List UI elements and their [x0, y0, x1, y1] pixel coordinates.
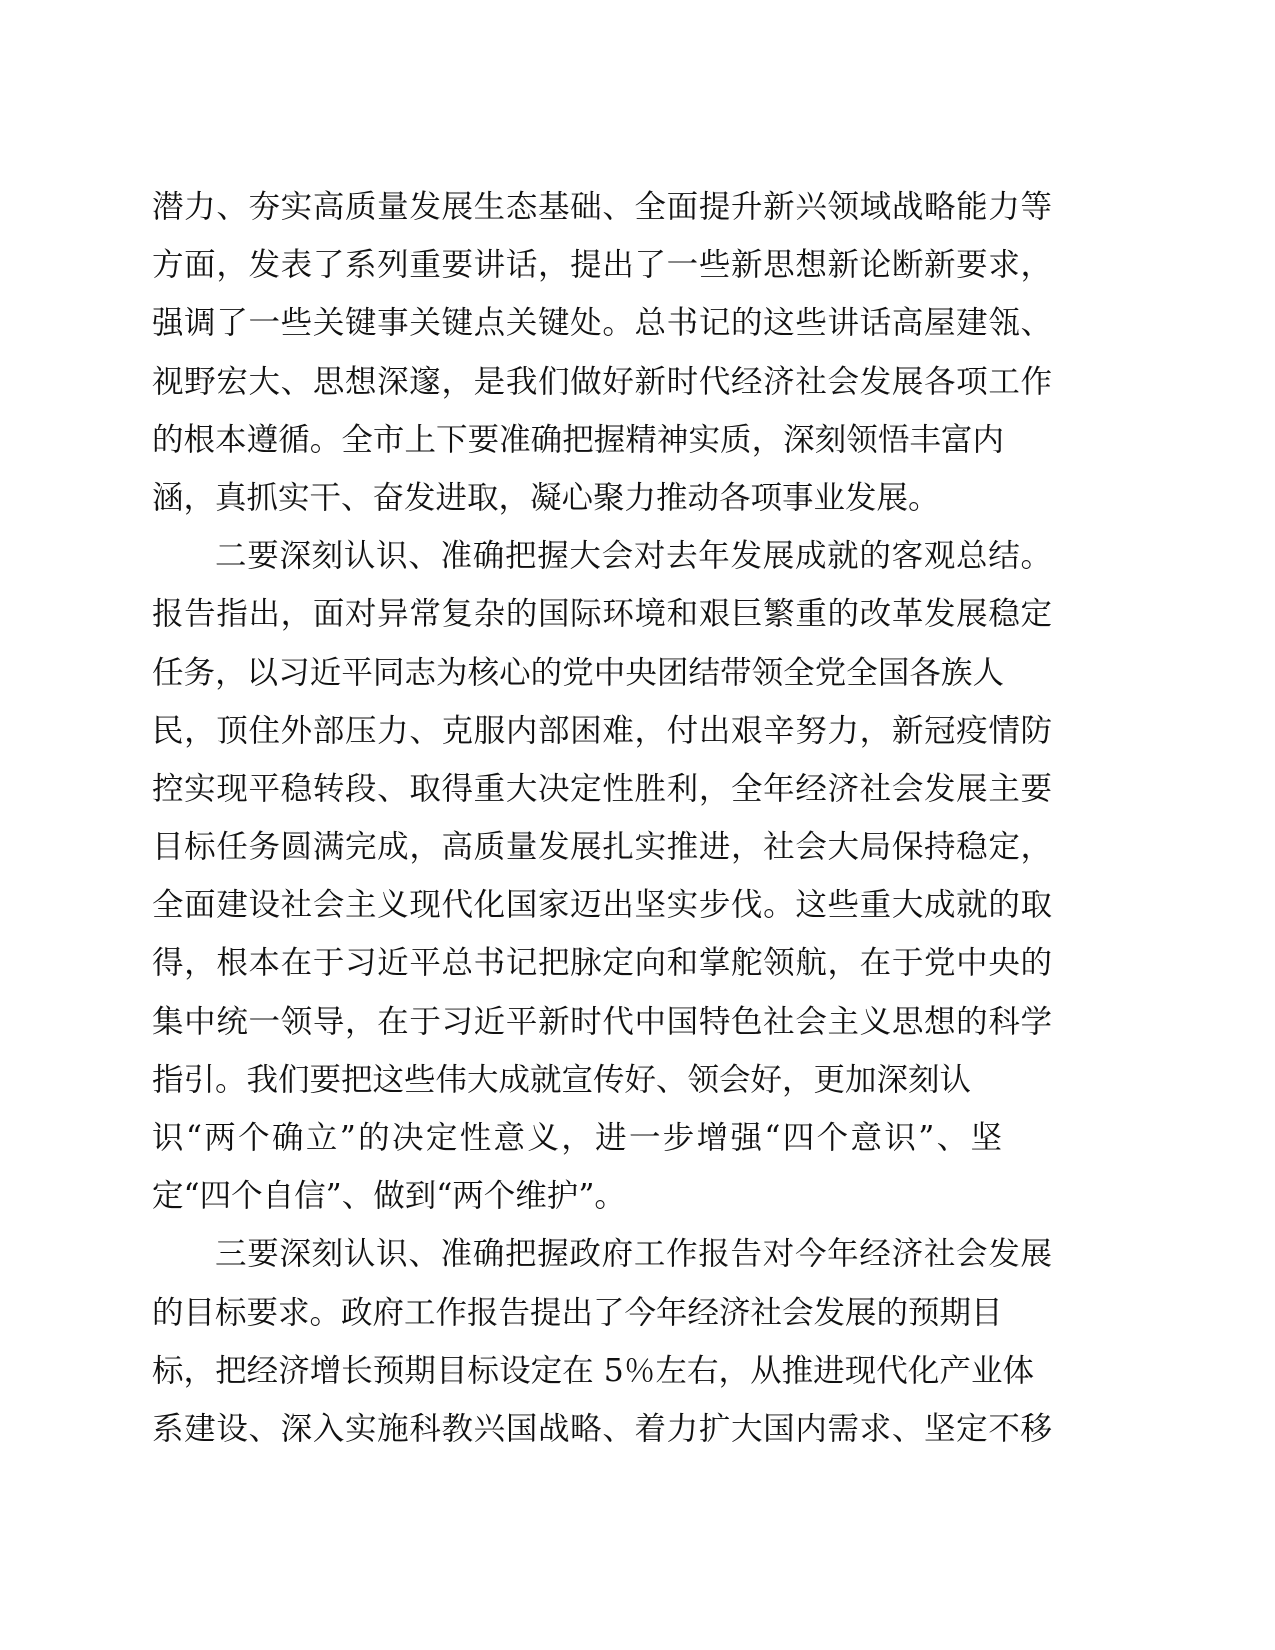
text-line: 指引。我们要把这些伟大成就宣传好、领会好，更加深刻认 — [152, 1061, 972, 1098]
text-line: 报告指出，面对异常复杂的国际环境和艰巨繁重的改革发展稳定 — [152, 596, 1052, 633]
text-line: 控实现平稳转段、取得重大决定性胜利，全年经济社会发展主要 — [152, 770, 1052, 807]
text-line: 识“两个确立”的决定性意义，进一步增强“四个意识”、坚 — [152, 1120, 1002, 1156]
body-text — [152, 178, 1052, 1458]
text-line: 民，顶住外部压力、克服内部困难，付出艰辛努力，新冠疫情防 — [152, 712, 1052, 749]
paragraph-start-line: 三要深刻认识、准确把握政府工作报告对今年经济社会发展 — [215, 1236, 1052, 1273]
text-line: 强调了一些关键事关键点关键处。总书记的这些讲话高屋建瓴、 — [152, 305, 1052, 342]
text-line: 目标任务圆满完成，高质量发展扎实推进，社会大局保持稳定， — [152, 829, 1052, 866]
text-line: 得，根本在于习近平总书记把脉定向和掌舵领航，在于党中央的 — [152, 945, 1052, 982]
text-line: 定“四个自信”、做到“两个维护”。 — [152, 1178, 626, 1215]
text-line: 涵，真抓实干、奋发进取，凝心聚力推动各项事业发展。 — [152, 479, 940, 516]
text-line: 标，把经济增长预期目标设定在 5％左右，从推进现代化产业体 — [152, 1352, 1034, 1389]
paragraph-start-line: 二要深刻认识、准确把握大会对去年发展成就的客观总结。 — [215, 538, 1052, 575]
text-line: 的目标要求。政府工作报告提出了今年经济社会发展的预期目 — [152, 1294, 1003, 1331]
text-line: 全面建设社会主义现代化国家迈出坚实步伐。这些重大成就的取 — [152, 887, 1052, 924]
text-line: 方面，发表了系列重要讲话，提出了一些新思想新论断新要求， — [152, 247, 1052, 284]
text-line: 潜力、夯实高质量发展生态基础、全面提升新兴领域战略能力等 — [152, 189, 1052, 225]
text-line: 集中统一领导，在于习近平新时代中国特色社会主义思想的科学 — [152, 1003, 1052, 1040]
text-line: 系建设、深入实施科教兴国战略、着力扩大国内需求、坚定不移 — [152, 1410, 1052, 1447]
text-line: 视野宏大、思想深邃，是我们做好新时代经济社会发展各项工作 — [152, 363, 1052, 400]
text-line: 的根本遵循。全市上下要准确把握精神实质，深刻领悟丰富内 — [152, 421, 1004, 458]
text-line: 任务，以习近平同志为核心的党中央团结带领全党全国各族人 — [152, 654, 1004, 691]
